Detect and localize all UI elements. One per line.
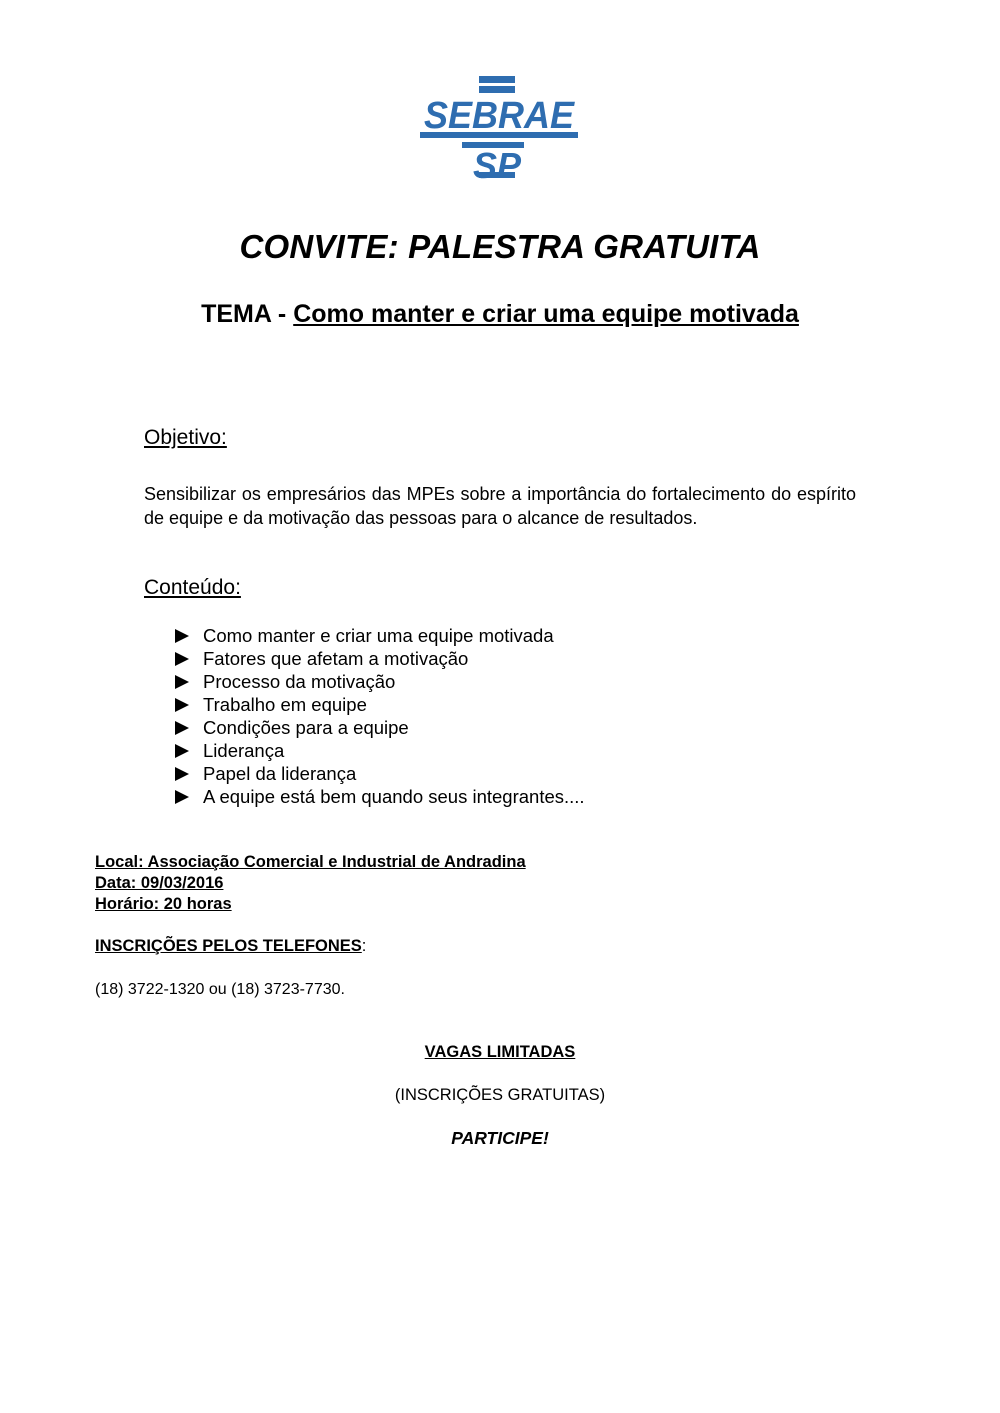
logo-text-sebrae: SEBRAE xyxy=(424,95,576,137)
tema-topic: Como manter e criar uma equipe motivada xyxy=(293,300,799,328)
conteudo-list xyxy=(175,624,585,808)
sebrae-sp-logo xyxy=(420,76,580,184)
event-date: Data: 09/03/2016 xyxy=(95,874,224,892)
conteudo-heading: Conteúdo: xyxy=(144,576,241,599)
list-item: Fatores que afetam a motivação xyxy=(175,647,585,670)
list-item: Processo da motivação xyxy=(175,670,585,693)
vagas-limitadas: VAGAS LIMITADAS xyxy=(424,1043,576,1061)
event-time: Horário: 20 horas xyxy=(95,895,232,913)
list-item: A equipe está bem quando seus integrantes.... xyxy=(175,785,585,808)
event-local: Local: Associação Comercial e Industrial de Andradina xyxy=(95,853,526,871)
list-item: Condições para a equipe xyxy=(175,716,585,739)
list-item: Como manter e criar uma equipe motivada xyxy=(175,624,585,647)
inscricoes-heading xyxy=(95,937,366,956)
objetivo-text: Sensibilizar os empresários das MPEs sobre a importância do fortalecimento do espírito de equipe e da motivação das pessoas para o alcance de resultados. xyxy=(144,484,856,528)
list-item: Papel da liderança xyxy=(175,762,585,785)
logo-text-sp: SP xyxy=(472,145,522,184)
triangle-bullet-icon xyxy=(175,790,189,804)
tema-prefix: TEMA - xyxy=(201,300,294,328)
triangle-bullet-icon xyxy=(175,652,189,666)
participe-text: PARTICIPE! xyxy=(451,1128,549,1148)
triangle-bullet-icon xyxy=(175,721,189,735)
page-title: CONVITE: PALESTRA GRATUITA xyxy=(239,228,761,265)
objetivo-heading: Objetivo: xyxy=(144,426,227,449)
phone-numbers: (18) 3722-1320 ou (18) 3723-7730. xyxy=(95,981,345,998)
inscricoes-heading-colon: : xyxy=(361,937,367,955)
list-item: Trabalho em equipe xyxy=(175,693,585,716)
inscricoes-gratuitas: (INSCRIÇÕES GRATUITAS) xyxy=(394,1086,606,1104)
triangle-bullet-icon xyxy=(175,675,189,689)
triangle-bullet-icon xyxy=(175,767,189,781)
triangle-bullet-icon xyxy=(175,698,189,712)
triangle-bullet-icon xyxy=(175,629,189,643)
triangle-bullet-icon xyxy=(175,744,189,758)
list-item: Liderança xyxy=(175,739,585,762)
inscricoes-heading-text: INSCRIÇÕES PELOS TELEFONES xyxy=(95,937,362,955)
tema-line xyxy=(0,300,1000,329)
